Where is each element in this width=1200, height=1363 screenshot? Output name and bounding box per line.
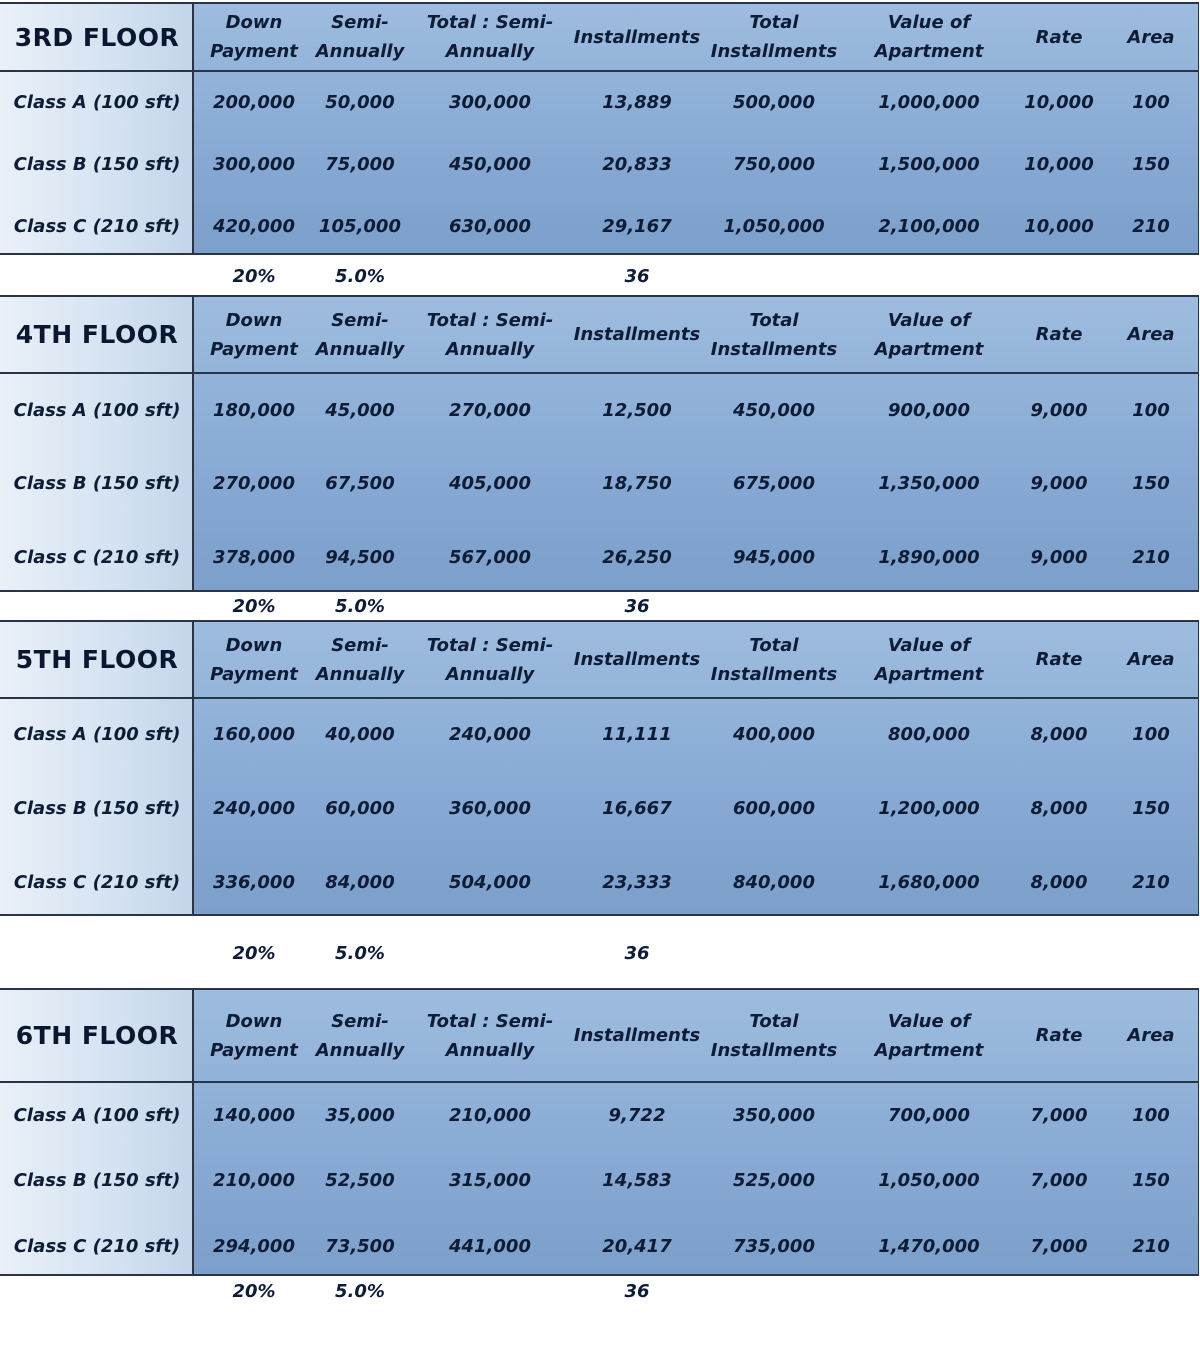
column-header: Total Installments [710,634,838,685]
table-cell: 567,000 [449,546,531,568]
table-cell: 100 [1132,399,1170,421]
table-cell: 13,889 [602,91,672,113]
column-header: Installments [573,26,701,48]
table-cell: 150 [1132,472,1170,494]
row-label: Class A (100 sft) [13,723,181,745]
table-cell: 210 [1132,1235,1170,1257]
table-cell: 240,000 [449,723,531,745]
table-cell: 1,200,000 [878,797,980,819]
table-cell: 210,000 [213,1169,295,1191]
table-cell: 200,000 [213,91,295,113]
table-cell: 400,000 [733,723,815,745]
table-cell: 10,000 [1024,215,1094,237]
table-cell: 210 [1132,546,1170,568]
table-cell: 16,667 [602,797,672,819]
column-header: Total : Semi- Annually [426,1010,554,1061]
row-label: Class C (210 sft) [13,871,181,893]
row-label: Class A (100 sft) [13,91,181,113]
table-cell: 210,000 [449,1104,531,1126]
footer-down: 20% [232,265,276,287]
footer-down: 20% [232,942,276,964]
table-cell: 105,000 [319,215,401,237]
table-cell: 735,000 [733,1235,815,1257]
row-label: Class B (150 sft) [13,472,181,494]
floor-title: 4TH FLOOR [15,320,179,349]
table-cell: 1,680,000 [878,871,980,893]
table-cell: 294,000 [213,1235,295,1257]
table-cell: 1,890,000 [878,546,980,568]
table-cell: 675,000 [733,472,815,494]
column-header: Area [1127,649,1175,670]
table-cell: 700,000 [888,1104,970,1126]
floor-title: 6TH FLOOR [15,1021,179,1050]
table-cell: 7,000 [1030,1104,1088,1126]
header-divider [0,70,1198,72]
floor-table [0,2,1199,255]
table-cell: 750,000 [733,153,815,175]
table-cell: 240,000 [213,797,295,819]
table-cell: 18,750 [602,472,672,494]
column-header: Area [1127,324,1175,345]
column-header: Semi- Annually [315,309,405,360]
column-header: Installments [573,324,701,345]
table-cell: 525,000 [733,1169,815,1191]
table-cell: 50,000 [325,91,395,113]
table-cell: 20,833 [602,153,672,175]
column-header: Rate [1035,649,1083,670]
table-cell: 336,000 [213,871,295,893]
table-cell: 100 [1132,723,1170,745]
table-cell: 300,000 [449,91,531,113]
row-label: Class C (210 sft) [13,546,181,568]
table-cell: 300,000 [213,153,295,175]
table-cell: 160,000 [213,723,295,745]
table-cell: 45,000 [325,399,395,421]
table-cell: 450,000 [733,399,815,421]
row-label: Class C (210 sft) [13,215,181,237]
table-cell: 10,000 [1024,153,1094,175]
header-divider [0,1081,1198,1083]
floor-table [0,988,1199,1276]
table-cell: 9,000 [1030,472,1088,494]
table-cell: 504,000 [449,871,531,893]
column-header: Total : Semi- Annually [426,634,554,685]
table-cell: 26,250 [602,546,672,568]
table-cell: 360,000 [449,797,531,819]
column-header: Value of Apartment [874,1010,984,1061]
table-cell: 20,417 [602,1235,672,1257]
column-header: Down Payment [210,1010,298,1061]
row-label: Class A (100 sft) [13,399,181,421]
table-cell: 60,000 [325,797,395,819]
row-label: Class B (150 sft) [13,1169,181,1191]
footer-semi: 5.0% [335,942,385,964]
table-cell: 180,000 [213,399,295,421]
footer-down: 20% [232,595,276,617]
table-cell: 140,000 [213,1104,295,1126]
table-cell: 7,000 [1030,1235,1088,1257]
column-header: Installments [573,649,701,670]
table-cell: 420,000 [213,215,295,237]
table-cell: 630,000 [449,215,531,237]
table-cell: 405,000 [449,472,531,494]
footer-installments: 36 [624,595,650,617]
table-cell: 150 [1132,153,1170,175]
floor-table [0,620,1199,916]
table-cell: 9,000 [1030,546,1088,568]
table-cell: 52,500 [325,1169,395,1191]
table-cell: 900,000 [888,399,970,421]
column-header: Value of Apartment [874,12,984,62]
table-cell: 378,000 [213,546,295,568]
table-cell: 270,000 [213,472,295,494]
table-cell: 40,000 [325,723,395,745]
table-cell: 9,722 [608,1104,666,1126]
table-cell: 945,000 [733,546,815,568]
header-divider [0,372,1198,374]
table-cell: 67,500 [325,472,395,494]
table-cell: 315,000 [449,1169,531,1191]
column-header: Down Payment [210,12,298,62]
table-cell: 29,167 [602,215,672,237]
table-cell: 150 [1132,797,1170,819]
table-cell: 12,500 [602,399,672,421]
table-cell: 840,000 [733,871,815,893]
floor-table [0,295,1199,592]
table-cell: 14,583 [602,1169,672,1191]
table-cell: 1,350,000 [878,472,980,494]
table-cell: 8,000 [1030,723,1088,745]
table-cell: 2,100,000 [878,215,980,237]
table-cell: 11,111 [602,723,672,745]
table-cell: 500,000 [733,91,815,113]
column-header: Total : Semi- Annually [426,309,554,360]
table-cell: 600,000 [733,797,815,819]
table-cell: 100 [1132,1104,1170,1126]
floor-title: 3RD FLOOR [14,22,180,52]
footer-down: 20% [232,1280,276,1302]
table-cell: 270,000 [449,399,531,421]
table-cell: 1,470,000 [878,1235,980,1257]
table-cell: 73,500 [325,1235,395,1257]
table-cell: 441,000 [449,1235,531,1257]
table-cell: 35,000 [325,1104,395,1126]
table-cell: 75,000 [325,153,395,175]
column-header: Semi- Annually [315,12,405,62]
footer-installments: 36 [624,942,650,964]
column-header: Rate [1035,324,1083,345]
row-label: Class B (150 sft) [13,153,181,175]
row-label: Class C (210 sft) [13,1235,181,1257]
table-cell: 150 [1132,1169,1170,1191]
column-header: Installments [573,1025,701,1046]
column-header: Value of Apartment [874,634,984,685]
row-label: Class B (150 sft) [13,797,181,819]
table-cell: 9,000 [1030,399,1088,421]
footer-semi: 5.0% [335,265,385,287]
table-cell: 8,000 [1030,797,1088,819]
header-divider [0,697,1198,699]
column-header: Total Installments [710,1010,838,1061]
table-cell: 100 [1132,91,1170,113]
table-cell: 1,000,000 [878,91,980,113]
column-header: Down Payment [210,634,298,685]
table-cell: 210 [1132,871,1170,893]
footer-installments: 36 [624,265,650,287]
column-header: Total : Semi- Annually [426,12,554,62]
table-cell: 1,050,000 [723,215,825,237]
column-header: Semi- Annually [315,1010,405,1061]
column-header: Area [1127,1025,1175,1046]
column-header: Rate [1035,26,1083,48]
column-header: Total Installments [710,309,838,360]
column-header: Down Payment [210,309,298,360]
footer-semi: 5.0% [335,1280,385,1302]
table-cell: 1,050,000 [878,1169,980,1191]
row-label: Class A (100 sft) [13,1104,181,1126]
table-cell: 1,500,000 [878,153,980,175]
table-cell: 84,000 [325,871,395,893]
column-header: Total Installments [710,12,838,62]
table-cell: 210 [1132,215,1170,237]
table-cell: 350,000 [733,1104,815,1126]
footer-semi: 5.0% [335,595,385,617]
table-cell: 800,000 [888,723,970,745]
table-cell: 10,000 [1024,91,1094,113]
table-cell: 94,500 [325,546,395,568]
column-header: Semi- Annually [315,634,405,685]
table-cell: 7,000 [1030,1169,1088,1191]
column-header: Value of Apartment [874,309,984,360]
floor-title: 5TH FLOOR [15,645,179,674]
column-header: Area [1127,26,1175,48]
table-cell: 8,000 [1030,871,1088,893]
footer-installments: 36 [624,1280,650,1302]
table-cell: 450,000 [449,153,531,175]
table-cell: 23,333 [602,871,672,893]
column-header: Rate [1035,1025,1083,1046]
